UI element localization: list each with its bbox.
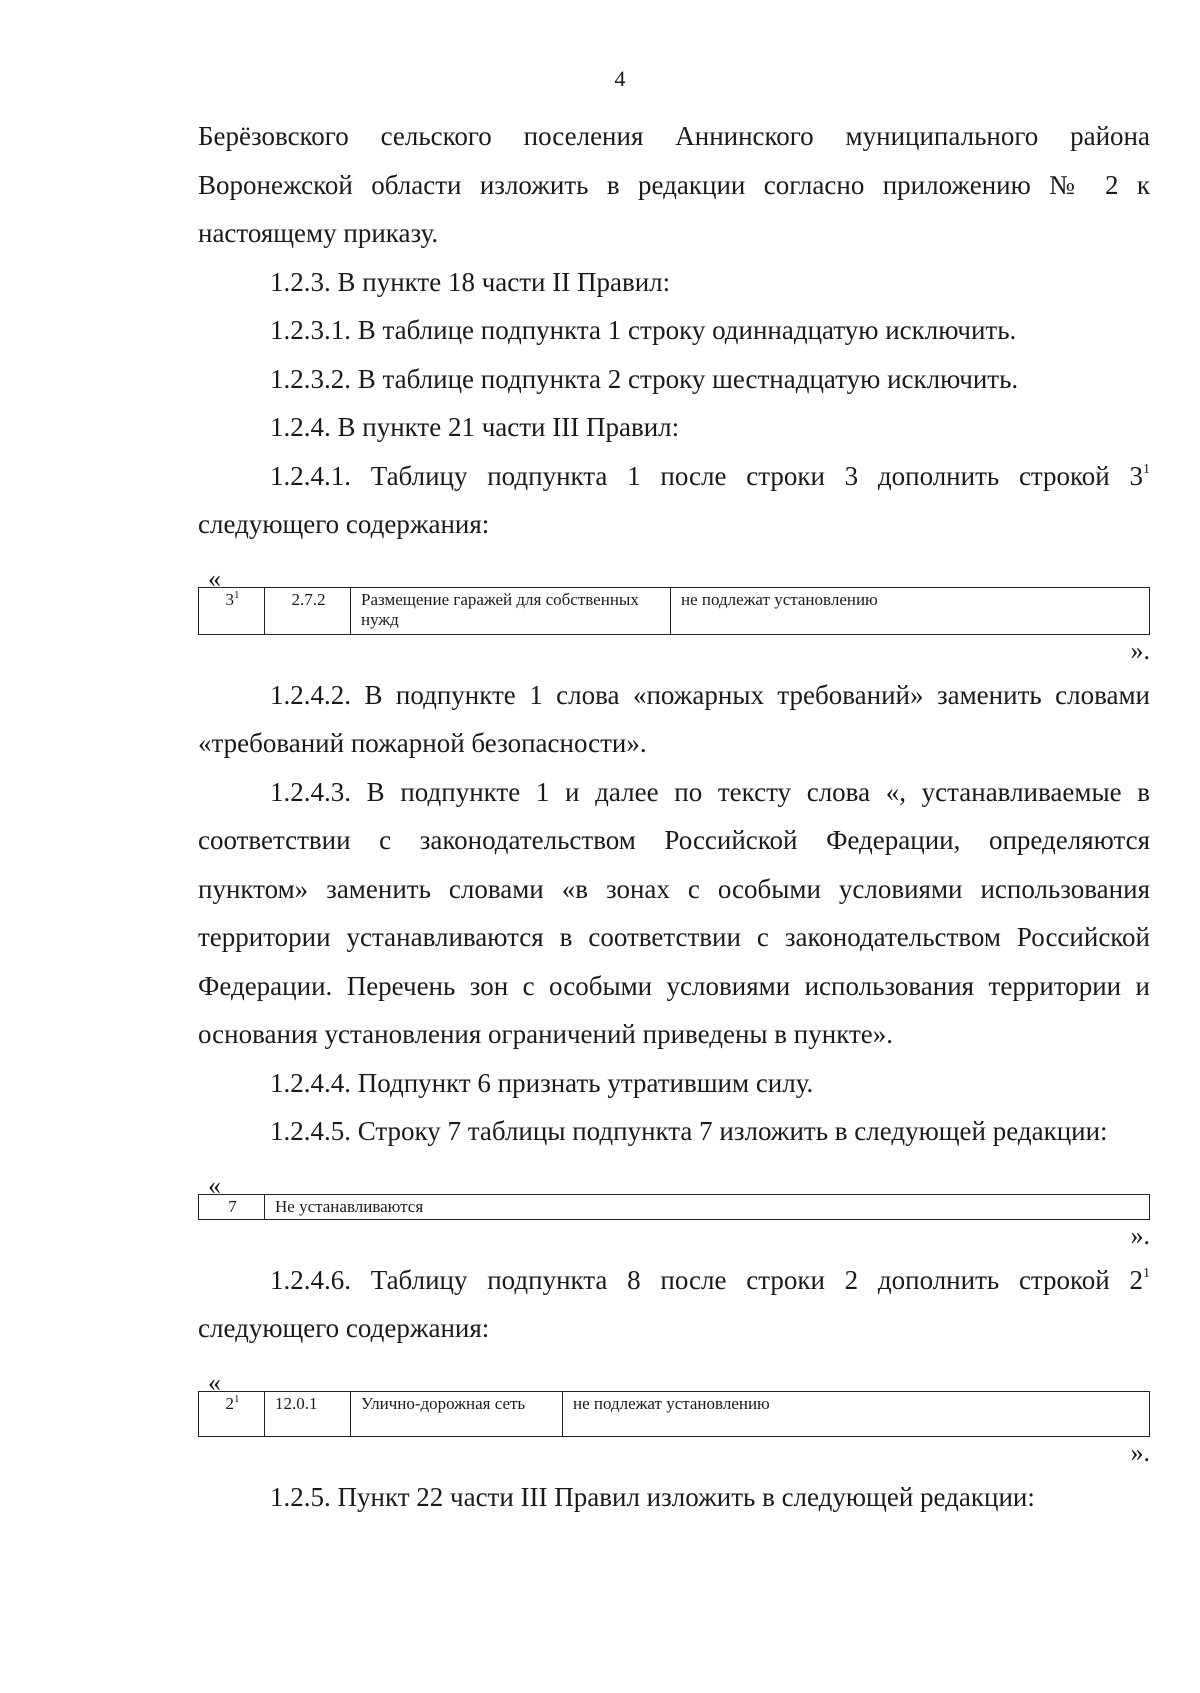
table-cell-value: не подлежат установлению (671, 587, 1150, 634)
page-number: 4 (614, 66, 626, 91)
paragraph-intro: Берёзовского сельского поселения Аннинского муниципального района Воронежской области изложить в редакции согласно приложению № 2 к настоящему приказу. (198, 121, 1150, 248)
table-cell-name: Размещение гаражей для собственных нужд (351, 587, 671, 634)
quote-open: « (208, 563, 221, 593)
amendment-table-3 (198, 1391, 1150, 1437)
paragraph-1-2-4-4: 1.2.4.4. Подпункт 6 признать утратившим силу. (270, 1067, 814, 1098)
table-cell-number: $2^1$ (199, 1391, 265, 1436)
table-cell-code: 2.7.2 (265, 587, 351, 634)
table-cell-value: Не устанавливаются (265, 1194, 1150, 1219)
table-cell-number: 7 (199, 1194, 265, 1219)
paragraph-1-2-3: 1.2.3. В пункте 18 части II Правил: (270, 266, 671, 297)
table-row (199, 1391, 1150, 1436)
quote-open: « (208, 1170, 221, 1200)
amendment-table-2 (198, 1194, 1150, 1220)
paragraph-1-2-4-1-text: 1.2.4.1. Таблицу подпункта 1 после строки 3 дополнить строкой 3 (270, 460, 1143, 491)
paragraph-1-2-3-1: 1.2.3.1. В таблице подпункта 1 строку одиннадцатую исключить. (270, 315, 1017, 345)
table-cell-code: 12.0.1 (265, 1391, 351, 1436)
paragraph-1-2-4-6-text: 1.2.4.6. Таблицу подпункта 8 после строки 2 дополнить строкой 2 (270, 1264, 1143, 1295)
table-row (199, 1194, 1150, 1219)
quote-close: ». (1130, 635, 1150, 665)
paragraph-1-2-4-6 (198, 1256, 1150, 1353)
paragraph-1-2-4-1 (198, 452, 1150, 549)
paragraph-1-2-3-2: 1.2.3.2. В таблице подпункта 2 строку шестнадцатую исключить. (270, 363, 1019, 394)
superscript: 1 (1143, 461, 1150, 477)
paragraph-1-2-4-1-tail: следующего содержания: (198, 509, 490, 539)
paragraph-1-2-4-2: 1.2.4.2. В подпункте 1 слова «пожарных требований» заменить словами «требований пожарной безопасности». (198, 679, 1150, 758)
document-body (198, 112, 1150, 1521)
quote-open: « (208, 1367, 221, 1397)
amendment-table-1 (198, 587, 1150, 635)
paragraph-1-2-4-3: 1.2.4.3. В подпункте 1 и далее по тексту слова «, устанавливаемые в соответствии с законодательством Российской Федерации, определяются пунктом» заменить словами «в зонах с особыми условиями использования территории устанавливаются в соответствии с законодательством Российской Федерации. Перечень зон с особыми условиями использования территории и основания установления ограничений приведены в пункте». (198, 776, 1150, 1049)
paragraph-1-2-4-6-tail: следующего содержания: (198, 1313, 490, 1343)
table-cell-number: $3^1$ (199, 587, 265, 634)
quote-close: ». (1130, 1437, 1150, 1467)
paragraph-1-2-4-5: 1.2.4.5. Строку 7 таблицы подпункта 7 изложить в следующей редакции: (270, 1116, 1108, 1146)
quote-close: ». (1130, 1220, 1150, 1250)
paragraph-1-2-4: 1.2.4. В пункте 21 части III Правил: (270, 412, 680, 442)
superscript: 1 (1143, 1265, 1150, 1281)
table-cell-value: не подлежат установлению (563, 1391, 1150, 1436)
paragraph-1-2-5: 1.2.5. Пункт 22 части III Правил изложить в следующей редакции: (270, 1481, 1035, 1512)
table-cell-name: Улично-дорожная сеть (351, 1391, 563, 1436)
table-row (199, 587, 1150, 634)
